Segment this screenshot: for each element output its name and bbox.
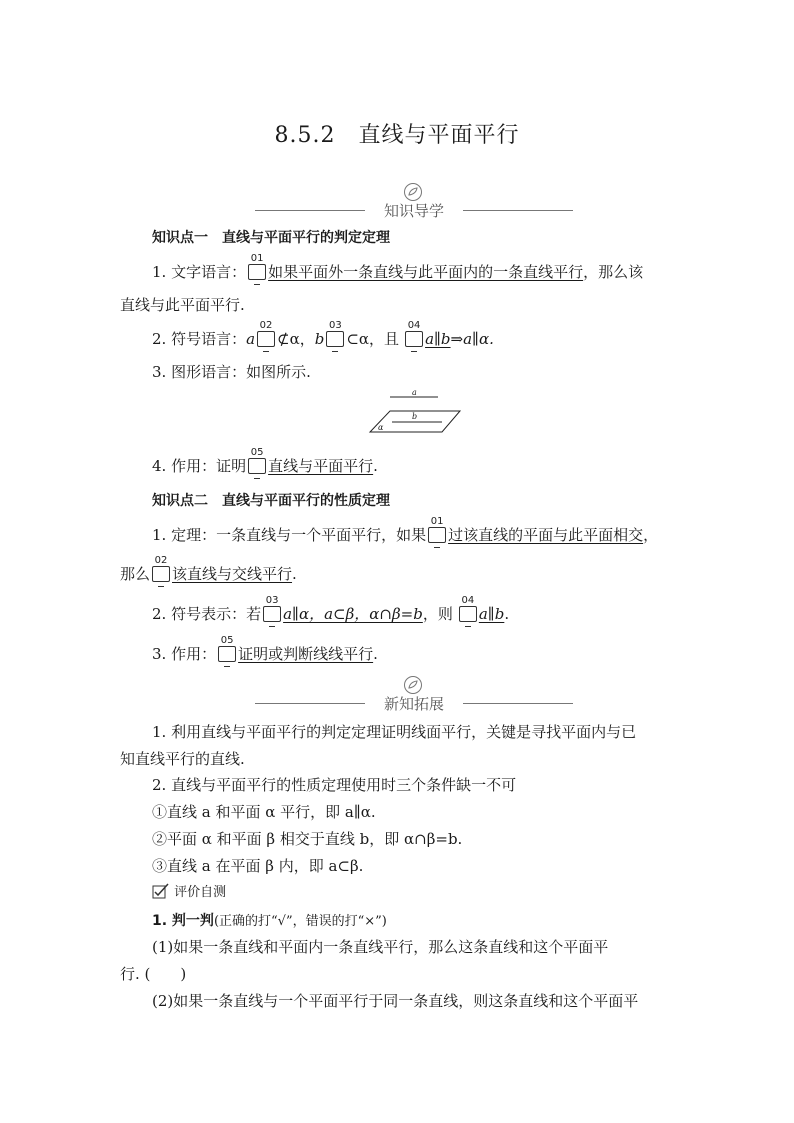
answer-fill: a∥b <box>478 605 505 623</box>
kp1-heading: 知识点一 直线与平面平行的判定定理 <box>152 230 390 246</box>
question-title: 1. 判一判 <box>152 913 214 929</box>
answer-fill: 直线与平面平行 <box>268 457 374 475</box>
badge-number: 05 <box>250 447 264 458</box>
label-b: b <box>412 412 418 421</box>
kp1-item3: 3. 图形语言：如图所示. <box>152 363 311 381</box>
answer-badge <box>405 320 423 347</box>
kp2-item2 <box>152 595 510 624</box>
statement-1-cont: 行. ( ) <box>120 965 187 983</box>
answer-badge <box>248 253 266 280</box>
kp2-item1-cont <box>120 555 297 584</box>
section-label: 新知拓展 <box>383 695 444 713</box>
section-banner-expand <box>255 675 573 715</box>
text: 4. 作用：证明 <box>152 457 247 475</box>
text: 3. 作用： <box>152 645 217 663</box>
section-banner-guide <box>255 182 573 222</box>
q1-head <box>152 910 387 932</box>
answer-fill: 该直线与交线平行 <box>172 565 293 583</box>
condition-2: ②平面 α 和平面 β 相交于直线 b，即 α∩β=b. <box>152 830 463 848</box>
expand-p1: 1. 利用直线与平面平行的判定定理证明线面平行，关键是寻找平面内与已 <box>152 723 637 741</box>
text: 2. 符号表示：若 <box>152 605 262 623</box>
text: 2. 符号语言： <box>152 330 247 348</box>
kp1-item4 <box>152 447 378 476</box>
badge-number: 02 <box>259 320 273 331</box>
text: ⊄α， <box>277 330 315 348</box>
eval-section <box>152 883 226 903</box>
answer-badge <box>218 635 236 662</box>
leaf-icon <box>403 675 423 695</box>
statement-2: (2)如果一条直线与一个平面平行于同一条直线，则这条直线和这个平面平 <box>152 992 639 1010</box>
kp2-item1 <box>152 516 659 545</box>
answer-badge <box>152 555 170 582</box>
badge-number: 01 <box>250 253 264 264</box>
badge-number: 01 <box>430 516 444 527</box>
text: ，那么该 <box>583 263 644 281</box>
statement-1: (1)如果一条直线和平面内一条直线平行，那么这条直线和这个平面平 <box>152 938 609 956</box>
expand-p2: 2. 直线与平面平行的性质定理使用时三个条件缺一不可 <box>152 776 517 794</box>
expand-p1-cont: 知直线平行的直线. <box>120 750 245 768</box>
plane-figure <box>368 386 466 438</box>
label-a: a <box>412 388 417 397</box>
text: 1. 文字语言： <box>152 263 247 281</box>
badge-number: 04 <box>461 595 475 606</box>
answer-fill: 过该直线的平面与此平面相交 <box>448 526 644 544</box>
kp1-item1 <box>152 253 644 282</box>
condition-3: ③直线 a 在平面 β 内，即 a⊂β. <box>152 857 364 875</box>
text: . <box>373 457 378 475</box>
text: . <box>373 645 378 663</box>
label-alpha: α <box>378 423 384 432</box>
checkbox-pen-icon <box>152 883 170 899</box>
text: ⊂α，且 <box>346 330 400 348</box>
question-note: (正确的打“√”，错误的打“×”) <box>213 914 387 929</box>
answer-badge <box>326 320 344 347</box>
text: 1. 定理：一条直线与一个平面平行，如果 <box>152 526 427 544</box>
badge-number: 02 <box>154 555 168 566</box>
section-label: 知识导学 <box>383 202 444 220</box>
answer-badge <box>248 447 266 474</box>
kp2-heading: 知识点二 直线与平面平行的性质定理 <box>152 493 390 509</box>
text: . <box>292 565 297 583</box>
text: ，则 <box>422 605 453 623</box>
badge-number: 04 <box>407 320 421 331</box>
section-label: 评价自测 <box>174 885 227 900</box>
badge-number: 05 <box>220 635 234 646</box>
answer-badge <box>428 516 446 543</box>
kp2-item3 <box>152 635 378 664</box>
text: 那么 <box>120 565 151 583</box>
answer-fill: a∥b <box>425 330 451 348</box>
kp1-item2 <box>152 320 494 349</box>
var: a <box>246 330 256 348</box>
badge-number: 03 <box>265 595 279 606</box>
text: ⇒a∥α. <box>450 330 494 348</box>
answer-badge <box>257 320 275 347</box>
text: . <box>504 605 510 623</box>
kp1-item1-cont: 直线与此平面平行. <box>120 296 245 314</box>
condition-1: ①直线 a 和平面 α 平行，即 a∥α. <box>152 803 376 821</box>
text: ， <box>643 526 659 544</box>
answer-badge <box>459 595 477 622</box>
leaf-icon <box>403 182 423 202</box>
answer-fill: a∥α，a⊂β，α∩β=b <box>283 605 423 623</box>
answer-fill: 如果平面外一条直线与此平面内的一条直线平行 <box>268 263 584 281</box>
answer-fill: 证明或判断线线平行 <box>238 645 374 663</box>
page-title: 8.5.2 直线与平面平行 <box>274 123 520 148</box>
answer-badge <box>263 595 281 622</box>
var: b <box>314 330 325 348</box>
badge-number: 03 <box>328 320 342 331</box>
